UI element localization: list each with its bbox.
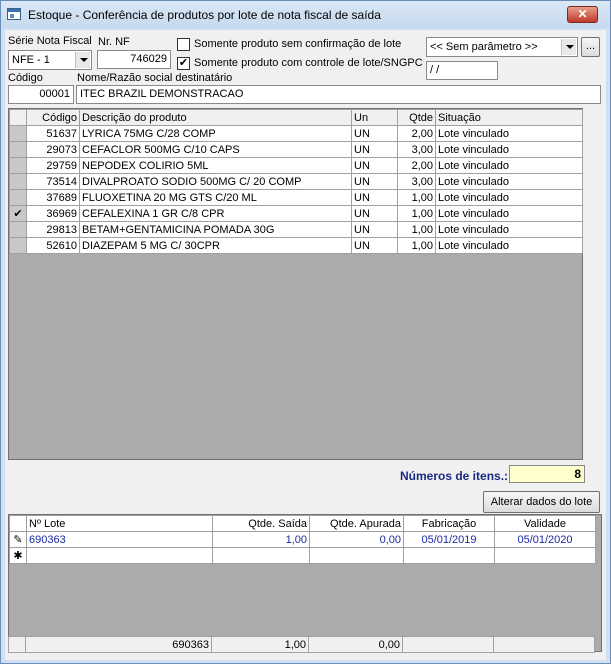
cell-codigo: 51637 [27, 126, 80, 142]
header-codigo[interactable]: Código [27, 110, 80, 126]
close-button[interactable] [567, 6, 598, 23]
cell-apurada: 0,00 [310, 532, 404, 548]
new-row-cell [404, 548, 495, 564]
cell-descricao: NEPODEX COLIRIO 5ML [80, 158, 352, 174]
new-row[interactable] [10, 548, 596, 564]
cell-un: UN [352, 222, 398, 238]
cell-un: UN [352, 126, 398, 142]
check-sem-confirmacao[interactable] [177, 38, 190, 51]
new-row-cell [213, 548, 310, 564]
header-descricao[interactable]: Descrição do produto [80, 110, 352, 126]
table-row[interactable] [10, 126, 583, 142]
new-row-icon: ✱ [10, 548, 27, 564]
cell-situacao: Lote vinculado [436, 158, 583, 174]
row-edit-icon: ✎ [10, 532, 27, 548]
cell-qtde: 1,00 [398, 238, 436, 254]
table-row[interactable] [10, 174, 583, 190]
row-selector[interactable] [10, 126, 27, 142]
table-row[interactable] [10, 190, 583, 206]
cell-descricao: BETAM+GENTAMICINA POMADA 30G [80, 222, 352, 238]
cell-codigo: 73514 [27, 174, 80, 190]
cell-validade: 05/01/2020 [495, 532, 596, 548]
nome-input[interactable]: ITEC BRAZIL DEMONSTRACAO [76, 85, 601, 104]
cell-situacao: Lote vinculado [436, 222, 583, 238]
cell-qtde: 1,00 [398, 190, 436, 206]
check-sem-confirmacao-label: Somente produto sem confirmação de lote [194, 38, 402, 50]
cell-lote: 690363 [27, 532, 213, 548]
close-icon: ✕ [577, 7, 588, 21]
cell-qtde: 1,00 [398, 222, 436, 238]
cell-un: UN [352, 190, 398, 206]
cell-un: UN [352, 158, 398, 174]
app-icon [7, 8, 21, 20]
row-selector[interactable] [10, 238, 27, 254]
cell-un: UN [352, 142, 398, 158]
totals-empty [494, 637, 595, 653]
serie-value: NFE - 1 [12, 54, 50, 66]
row-selector[interactable] [10, 158, 27, 174]
cell-fabricacao: 05/01/2019 [404, 532, 495, 548]
cell-descricao: DIAZEPAM 5 MG C/ 30CPR [80, 238, 352, 254]
totals-lote: 690363 [26, 637, 212, 653]
cell-qtde: 3,00 [398, 142, 436, 158]
cell-saida: 1,00 [213, 532, 310, 548]
checkmark-icon: ✔ [178, 57, 189, 69]
cell-qtde: 1,00 [398, 206, 436, 222]
totals-empty [403, 637, 494, 653]
lots-header-row [10, 516, 596, 532]
lots-totals [8, 636, 595, 653]
cell-situacao: Lote vinculado [436, 190, 583, 206]
cell-qtde: 2,00 [398, 126, 436, 142]
cell-codigo: 29813 [27, 222, 80, 238]
totals-apurada: 0,00 [309, 637, 403, 653]
cell-codigo: 29759 [27, 158, 80, 174]
table-row[interactable] [10, 206, 583, 222]
cell-un: UN [352, 238, 398, 254]
table-row[interactable] [10, 532, 596, 548]
cell-descricao: FLUOXETINA 20 MG GTS C/20 ML [80, 190, 352, 206]
items-count-label: Números de itens.: [400, 469, 509, 483]
cell-situacao: Lote vinculado [436, 174, 583, 190]
header-qtde-apurada[interactable]: Qtde. Apurada [310, 516, 404, 532]
row-selector[interactable] [10, 190, 27, 206]
new-row-cell [27, 548, 213, 564]
lots-grid[interactable] [8, 514, 602, 652]
serie-select[interactable] [8, 50, 92, 70]
header-corner [10, 516, 27, 532]
products-header-row [10, 110, 583, 126]
check-controle-lote[interactable] [177, 57, 190, 70]
table-row[interactable] [10, 158, 583, 174]
cell-codigo: 37689 [27, 190, 80, 206]
row-selector[interactable] [10, 222, 27, 238]
header-validade[interactable]: Validade [495, 516, 596, 532]
header-fabricacao[interactable]: Fabricação [404, 516, 495, 532]
cell-un: UN [352, 206, 398, 222]
header-corner [10, 110, 27, 126]
row-selector[interactable]: ✔ [10, 206, 27, 222]
serie-label: Série Nota Fiscal [8, 35, 92, 47]
nrnf-label: Nr. NF [98, 36, 130, 48]
check-controle-lote-label: Somente produto com controle de lote/SNGPC [194, 57, 423, 69]
header-lote[interactable]: Nº Lote [27, 516, 213, 532]
cell-codigo: 36969 [27, 206, 80, 222]
cell-descricao: CEFALEXINA 1 GR C/8 CPR [80, 206, 352, 222]
param-select[interactable] [426, 37, 578, 57]
chevron-down-icon[interactable] [75, 52, 90, 68]
client-area [5, 30, 606, 660]
cell-qtde: 3,00 [398, 174, 436, 190]
table-row[interactable] [10, 222, 583, 238]
param-browse-button[interactable]: ... [581, 37, 600, 57]
header-un[interactable]: Un [352, 110, 398, 126]
products-grid[interactable] [8, 108, 583, 460]
cell-codigo: 52610 [27, 238, 80, 254]
window-title: Estoque - Conferência de produtos por lote de nota fiscal de saída [28, 8, 381, 22]
chevron-down-icon[interactable] [561, 39, 576, 55]
totals-row [9, 637, 595, 653]
cell-descricao: CEFACLOR 500MG C/10 CAPS [80, 142, 352, 158]
cell-qtde: 2,00 [398, 158, 436, 174]
date-input[interactable]: / / [426, 61, 498, 80]
param-value: << Sem parâmetro >> [430, 41, 538, 53]
cell-situacao: Lote vinculado [436, 206, 583, 222]
cell-descricao: LYRICA 75MG C/28 COMP [80, 126, 352, 142]
codigo-label: Código [8, 72, 43, 84]
table-row[interactable] [10, 142, 583, 158]
items-count-value: 8 [509, 465, 585, 483]
header-situacao[interactable]: Situação [436, 110, 583, 126]
row-selector[interactable] [10, 174, 27, 190]
nrnf-input[interactable]: 746029 [97, 50, 171, 69]
alter-lot-button[interactable]: Alterar dados do lote [483, 491, 600, 513]
codigo-input[interactable]: 00001 [8, 85, 74, 104]
nome-label: Nome/Razão social destinatário [77, 72, 233, 84]
totals-corner [9, 637, 26, 653]
cell-descricao: DIVALPROATO SODIO 500MG C/ 20 COMP [80, 174, 352, 190]
table-row[interactable] [10, 238, 583, 254]
cell-situacao: Lote vinculado [436, 142, 583, 158]
header-qtde-saida[interactable]: Qtde. Saída [213, 516, 310, 532]
title-bar [1, 1, 610, 28]
new-row-cell [310, 548, 404, 564]
cell-codigo: 29073 [27, 142, 80, 158]
cell-situacao: Lote vinculado [436, 238, 583, 254]
cell-un: UN [352, 174, 398, 190]
new-row-cell [495, 548, 596, 564]
cell-situacao: Lote vinculado [436, 126, 583, 142]
header-qtde[interactable]: Qtde [398, 110, 436, 126]
totals-saida: 1,00 [212, 637, 309, 653]
row-selector[interactable] [10, 142, 27, 158]
